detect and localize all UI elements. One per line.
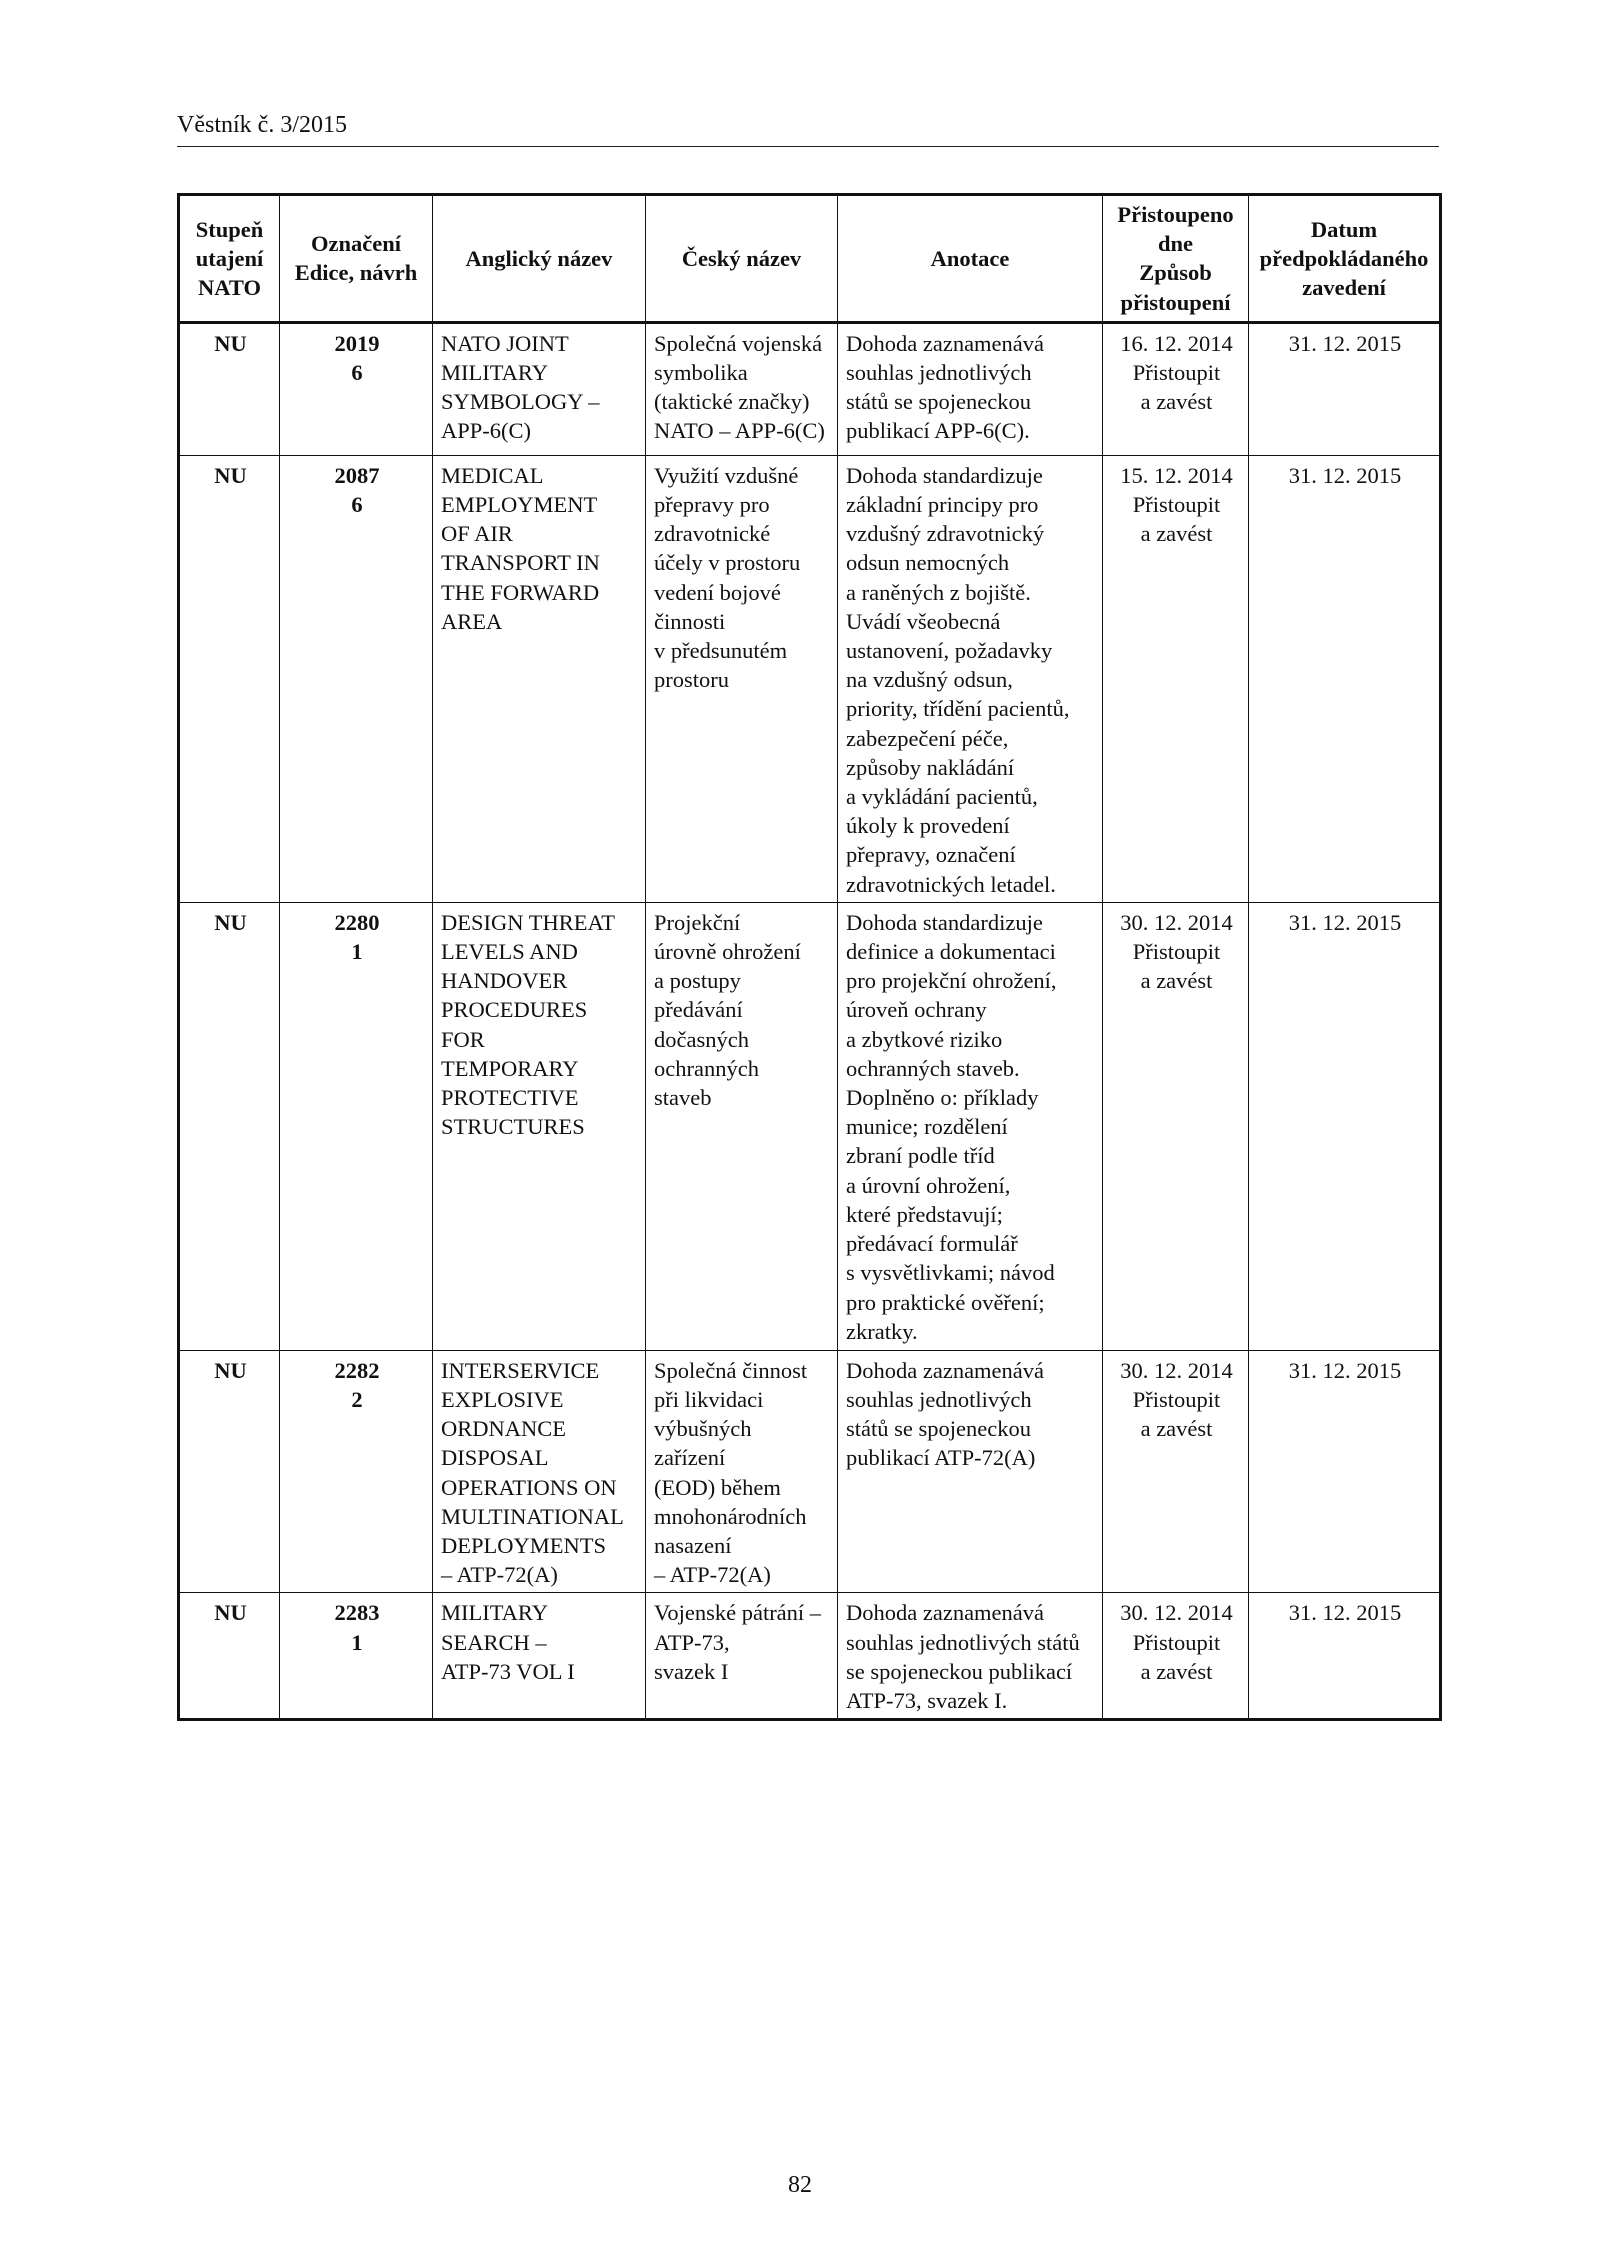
table-row xyxy=(179,322,1441,455)
text-line: NATO – APP-6(C) xyxy=(654,418,825,444)
text-line: předpokládaného xyxy=(1259,245,1429,271)
text-line: 2280 xyxy=(334,909,380,935)
header-implementation-date xyxy=(1249,195,1441,323)
text-line: zkratky. xyxy=(846,1318,918,1344)
text-line: 31. 12. 2015 xyxy=(1288,1357,1402,1383)
text-line: a zbytkové riziko xyxy=(846,1026,1003,1052)
text-line: NU xyxy=(214,909,247,935)
text-line: PROCEDURES xyxy=(441,997,588,1023)
text-line: v předsunutém xyxy=(654,638,788,664)
text-line: OPERATIONS ON xyxy=(441,1474,617,1500)
text-line: Přistoupeno xyxy=(1117,202,1234,227)
text-line: Anglický název xyxy=(465,245,613,271)
text-line: Dohoda zaznamenává xyxy=(846,1357,1045,1383)
text-line: způsoby nakládání xyxy=(846,754,1015,780)
czech-title-cell xyxy=(646,902,838,1350)
text-line: Vojenské pátrání – xyxy=(654,1600,822,1626)
text-line: ochranných xyxy=(654,1055,759,1081)
classification-cell xyxy=(179,455,280,902)
text-line: ustanovení, požadavky xyxy=(846,638,1053,664)
annotation-cell xyxy=(838,1593,1103,1720)
classification-cell xyxy=(179,322,280,455)
text-line: NATO xyxy=(198,275,261,300)
header-english-title xyxy=(433,195,646,323)
english-title-cell xyxy=(433,1350,646,1593)
text-line: prostoru xyxy=(654,667,729,693)
text-line: munice; rozdělení xyxy=(846,1114,1008,1140)
header-czech-title xyxy=(646,195,838,323)
table-row xyxy=(179,1350,1441,1593)
czech-title-cell xyxy=(646,455,838,902)
english-title-cell xyxy=(433,1593,646,1720)
text-line: států se spojeneckou xyxy=(846,1416,1031,1442)
text-line: PROTECTIVE xyxy=(441,1085,579,1111)
english-title-cell xyxy=(433,322,646,455)
text-line: MULTINATIONAL xyxy=(441,1503,624,1529)
text-line: Projekční xyxy=(654,909,741,935)
accession-cell xyxy=(1103,1593,1249,1720)
text-line: Přistoupit xyxy=(1132,360,1221,386)
text-line: nasazení xyxy=(654,1533,732,1559)
text-line: Datum xyxy=(1310,216,1378,242)
text-line: zbraní podle tříd xyxy=(846,1143,995,1169)
text-line: Dohoda standardizuje xyxy=(846,909,1043,935)
implementation-date-cell xyxy=(1249,1593,1441,1720)
text-line: ochranných staveb. xyxy=(846,1055,1020,1081)
table-row xyxy=(179,902,1441,1350)
text-line: OF AIR xyxy=(441,521,513,547)
text-line: MEDICAL xyxy=(441,462,544,488)
text-line: přepravy pro xyxy=(654,492,770,518)
text-line: úrovně ohrožení xyxy=(654,939,801,965)
text-line: výbušných xyxy=(654,1416,752,1442)
text-line: INTERSERVICE xyxy=(441,1357,600,1383)
text-line: Přistoupit xyxy=(1132,939,1221,965)
text-line: 30. 12. 2014 xyxy=(1120,909,1233,935)
text-line: vzdušný zdravotnický xyxy=(846,521,1045,547)
text-line: Stupeň xyxy=(195,216,264,242)
text-line: Přistoupit xyxy=(1132,1629,1221,1655)
accession-cell xyxy=(1103,322,1249,455)
text-line: NU xyxy=(214,1357,247,1383)
text-line: Způsob xyxy=(1139,260,1212,286)
text-line: Edice, návrh xyxy=(294,260,418,286)
text-line: svazek I xyxy=(654,1658,729,1684)
designation-cell xyxy=(280,322,433,455)
text-line: Český název xyxy=(681,245,802,271)
text-line: NU xyxy=(214,462,247,488)
classification-cell xyxy=(179,1593,280,1720)
text-line: Přistoupit xyxy=(1132,1387,1221,1413)
text-line: zdravotnických letadel. xyxy=(846,871,1056,897)
text-line: vedení bojové xyxy=(654,579,781,605)
accession-cell xyxy=(1103,455,1249,902)
text-line: NU xyxy=(214,330,247,356)
text-line: (taktické značky) xyxy=(654,389,810,415)
text-line: DISPOSAL xyxy=(441,1445,549,1471)
text-line: úkoly k provedení xyxy=(846,813,1010,839)
text-line: MILITARY xyxy=(441,1600,548,1626)
annotation-cell xyxy=(838,1350,1103,1593)
english-title-cell xyxy=(433,902,646,1350)
text-line: NATO JOINT xyxy=(441,330,569,356)
text-line: a zavést xyxy=(1140,1416,1213,1442)
text-line: EXPLOSIVE xyxy=(441,1387,564,1413)
text-line: – ATP-72(A) xyxy=(441,1562,558,1588)
text-line: FOR xyxy=(441,1026,485,1052)
text-line: Dohoda zaznamenává xyxy=(846,1600,1045,1626)
text-line: AREA xyxy=(441,608,503,634)
text-line: Společná vojenská xyxy=(654,330,823,356)
text-line: DESIGN THREAT xyxy=(441,909,615,935)
implementation-date-cell xyxy=(1249,455,1441,902)
text-line: 31. 12. 2015 xyxy=(1288,462,1402,488)
annotation-cell xyxy=(838,455,1103,902)
text-line: zabezpečení péče, xyxy=(846,725,1009,751)
text-line: přistoupení xyxy=(1120,289,1231,315)
text-line: zdravotnické xyxy=(654,521,771,547)
text-line: pro praktické ověření; xyxy=(846,1289,1045,1315)
text-line: a úrovní ohrožení, xyxy=(846,1172,1011,1198)
text-line: úroveň ochrany xyxy=(846,997,987,1023)
text-line: HANDOVER xyxy=(441,968,568,994)
text-line: staveb xyxy=(654,1085,712,1111)
accession-cell xyxy=(1103,1350,1249,1593)
text-line: LEVELS AND xyxy=(441,939,578,965)
text-line: MILITARY xyxy=(441,360,548,386)
header-classification xyxy=(179,195,280,323)
implementation-date-cell xyxy=(1249,1350,1441,1593)
text-line: a postupy xyxy=(654,968,741,994)
text-line: SYMBOLOGY – xyxy=(441,389,600,415)
text-line: 1 xyxy=(351,1629,363,1655)
text-line: priority, třídění pacientů, xyxy=(846,696,1070,722)
text-line: základní principy pro xyxy=(846,492,1039,518)
implementation-date-cell xyxy=(1249,902,1441,1350)
text-line: ATP-73, xyxy=(654,1629,730,1655)
table-header-row xyxy=(179,195,1441,323)
text-line: Přistoupit xyxy=(1132,492,1221,518)
text-line: SEARCH – xyxy=(441,1629,547,1655)
text-line: – ATP-72(A) xyxy=(654,1562,771,1588)
text-line: 15. 12. 2014 xyxy=(1120,462,1233,488)
text-line: a zavést xyxy=(1140,521,1213,547)
running-header: Věstník č. 3/2015 xyxy=(177,112,347,138)
text-line: dočasných xyxy=(654,1026,749,1052)
czech-title-cell xyxy=(646,1593,838,1720)
text-line: utajení xyxy=(195,245,264,271)
annotation-cell xyxy=(838,322,1103,455)
text-line: ORDNANCE xyxy=(441,1416,567,1442)
page-number: 82 xyxy=(788,2172,812,2198)
text-line: souhlas jednotlivých států xyxy=(846,1629,1080,1655)
text-line: pro projekční ohrožení, xyxy=(846,968,1057,994)
text-line: Dohoda standardizuje xyxy=(846,462,1043,488)
text-line: Dohoda zaznamenává xyxy=(846,330,1045,356)
text-line: STRUCTURES xyxy=(441,1114,585,1140)
text-line: a zavést xyxy=(1140,389,1213,415)
text-line: NU xyxy=(214,1600,247,1626)
text-line: 16. 12. 2014 xyxy=(1120,330,1233,356)
stanag-table xyxy=(177,193,1442,1721)
implementation-date-cell xyxy=(1249,322,1441,455)
text-line: Anotace xyxy=(930,245,1010,271)
text-line: publikací APP-6(C). xyxy=(846,418,1030,444)
text-line: 2282 xyxy=(334,1357,380,1383)
text-line: odsun nemocných xyxy=(846,550,1010,576)
text-line: 2 xyxy=(351,1387,363,1413)
text-line: 30. 12. 2014 xyxy=(1120,1600,1233,1626)
table-row xyxy=(179,455,1441,902)
text-line: 30. 12. 2014 xyxy=(1120,1357,1233,1383)
text-line: symbolika xyxy=(654,360,748,386)
text-line: (EOD) během xyxy=(654,1474,781,1500)
text-line: 31. 12. 2015 xyxy=(1288,909,1402,935)
header-accession xyxy=(1103,195,1249,323)
accession-cell xyxy=(1103,902,1249,1350)
text-line: a zavést xyxy=(1140,1658,1213,1684)
text-line: 6 xyxy=(351,360,363,386)
text-line: předávací formulář xyxy=(846,1231,1018,1257)
text-line: s vysvětlivkami; návod xyxy=(846,1260,1055,1286)
text-line: zavedení xyxy=(1302,275,1386,300)
classification-cell xyxy=(179,902,280,1350)
designation-cell xyxy=(280,1593,433,1720)
text-line: dne xyxy=(1157,231,1193,257)
designation-cell xyxy=(280,455,433,902)
text-line: 2087 xyxy=(334,462,380,488)
czech-title-cell xyxy=(646,1350,838,1593)
text-line: ATP-73, svazek I. xyxy=(846,1688,1008,1714)
text-line: států se spojeneckou xyxy=(846,389,1031,415)
text-line: přepravy, označení xyxy=(846,842,1016,868)
text-line: mnohonárodních xyxy=(654,1503,807,1529)
text-line: DEPLOYMENTS xyxy=(441,1533,607,1559)
text-line: se spojeneckou publikací xyxy=(846,1658,1073,1684)
text-line: na vzdušný odsun, xyxy=(846,667,1013,693)
text-line: Využití vzdušné xyxy=(654,462,799,488)
text-line: a zavést xyxy=(1140,968,1213,994)
text-line: při likvidaci xyxy=(654,1387,764,1413)
text-line: 1 xyxy=(351,939,363,965)
text-line: Uvádí všeobecná xyxy=(846,608,1001,634)
header-designation xyxy=(280,195,433,323)
text-line: THE FORWARD xyxy=(441,579,600,605)
text-line: TRANSPORT IN xyxy=(441,550,600,576)
designation-cell xyxy=(280,1350,433,1593)
text-line: 31. 12. 2015 xyxy=(1288,330,1402,356)
text-line: účely v prostoru xyxy=(654,550,801,576)
text-line: činnosti xyxy=(654,608,726,634)
text-line: souhlas jednotlivých xyxy=(846,360,1032,386)
header-rule xyxy=(177,146,1439,147)
english-title-cell xyxy=(433,455,646,902)
text-line: Označení xyxy=(311,231,401,257)
text-line: Doplněno o: příklady xyxy=(846,1085,1039,1111)
text-line: definice a dokumentaci xyxy=(846,939,1056,965)
text-line: EMPLOYMENT xyxy=(441,492,598,518)
annotation-cell xyxy=(838,902,1103,1350)
header-annotation xyxy=(838,195,1103,323)
text-line: předávání xyxy=(654,997,743,1023)
text-line: publikací ATP-72(A) xyxy=(846,1445,1036,1471)
text-line: 2019 xyxy=(334,330,380,356)
classification-cell xyxy=(179,1350,280,1593)
text-line: ATP-73 VOL I xyxy=(441,1658,575,1684)
table-row xyxy=(179,1593,1441,1720)
text-line: TEMPORARY xyxy=(441,1055,579,1081)
designation-cell xyxy=(280,902,433,1350)
text-line: 2283 xyxy=(334,1600,380,1626)
text-line: 31. 12. 2015 xyxy=(1288,1600,1402,1626)
czech-title-cell xyxy=(646,322,838,455)
text-line: Společná činnost xyxy=(654,1357,808,1383)
text-line: 6 xyxy=(351,492,363,518)
text-line: zařízení xyxy=(654,1445,726,1471)
text-line: a vykládání pacientů, xyxy=(846,784,1038,810)
text-line: souhlas jednotlivých xyxy=(846,1387,1032,1413)
text-line: a raněných z bojiště. xyxy=(846,579,1031,605)
text-line: které představují; xyxy=(846,1201,1003,1227)
text-line: APP-6(C) xyxy=(441,418,532,444)
